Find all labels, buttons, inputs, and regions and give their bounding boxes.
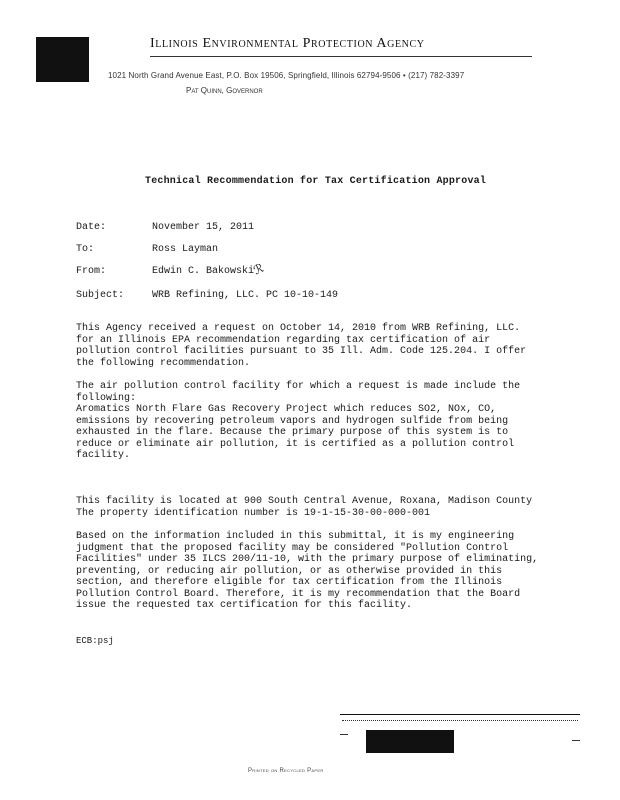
footer-recycled: Printed on Recycled Paper xyxy=(248,768,324,774)
agency-logo xyxy=(36,37,89,82)
redacted-signature-block xyxy=(366,730,454,753)
from-value: Edwin C. Bakowski xyxy=(152,266,255,277)
to-label: To: xyxy=(76,244,95,255)
initial-mark-icon: ℛ xyxy=(251,261,267,279)
author-initials: ECB:psj xyxy=(76,636,114,646)
paragraph-facility-description: Aromatics North Flare Gas Recovery Project which reduces SO2, NOx, CO, emissions by recovering petroleum vapors and hydrogen sulfide from being exhausted in the flare. Because the primary purpose of this system is to reduce or eliminate air pollution, it is certified as a pollution control facility. xyxy=(76,404,515,461)
subject-label: Subject: xyxy=(76,290,125,301)
signature-line xyxy=(340,714,580,719)
margin-mark-right xyxy=(572,740,580,741)
header-rule xyxy=(150,56,532,57)
to-value: Ross Layman xyxy=(152,244,219,255)
margin-mark-left xyxy=(340,734,348,735)
paragraph-request: This Agency received a request on October 14, 2010 from WRB Refining, LLC. for an Illinois EPA recommendation regarding tax certification of air pollution control facilities pursuant to 35 Ill. Adm. Code 125.204. I offer the following recommendation. xyxy=(76,323,527,369)
document-title: Technical Recommendation for Tax Certification Approval xyxy=(145,176,487,187)
from-row xyxy=(76,266,254,277)
subject-row xyxy=(76,290,338,301)
date-value: November 15, 2011 xyxy=(152,222,255,233)
agency-name: Illinois Environmental Protection Agency xyxy=(150,36,425,51)
governor-line: Pat Quinn, Governor xyxy=(186,86,263,95)
agency-address: 1021 North Grand Avenue East, P.O. Box 19506, Springfield, Illinois 62794-9506 • (217) 782-3397 xyxy=(108,71,465,80)
from-label: From: xyxy=(76,266,107,277)
paragraph-facility-intro: The air pollution control facility for which a request is made include the following: xyxy=(76,381,521,404)
paragraph-location: This facility is located at 900 South Central Avenue, Roxana, Madison County The property identification number is 19-1-15-30-00-000-001 xyxy=(76,496,533,519)
subject-value: WRB Refining, LLC. PC 10-10-149 xyxy=(152,290,339,301)
date-row xyxy=(76,222,254,233)
paragraph-recommendation: Based on the information included in this submittal, it is my engineering judgment that the proposed facility may be considered "Pollution Control Facilities" under 35 ILCS 200/11-10, with the primary purpose of eliminating, preventing, or reducing air pollution, or as otherwise provided in this section, and therefore eligible for tax certification from the Illinois Pollution Control Board. Therefore, it is my recommendation that the Board issue the requested tax certification for this facility. xyxy=(76,531,539,611)
to-row xyxy=(76,244,218,255)
date-label: Date: xyxy=(76,222,107,233)
signature-line-secondary xyxy=(342,720,578,721)
